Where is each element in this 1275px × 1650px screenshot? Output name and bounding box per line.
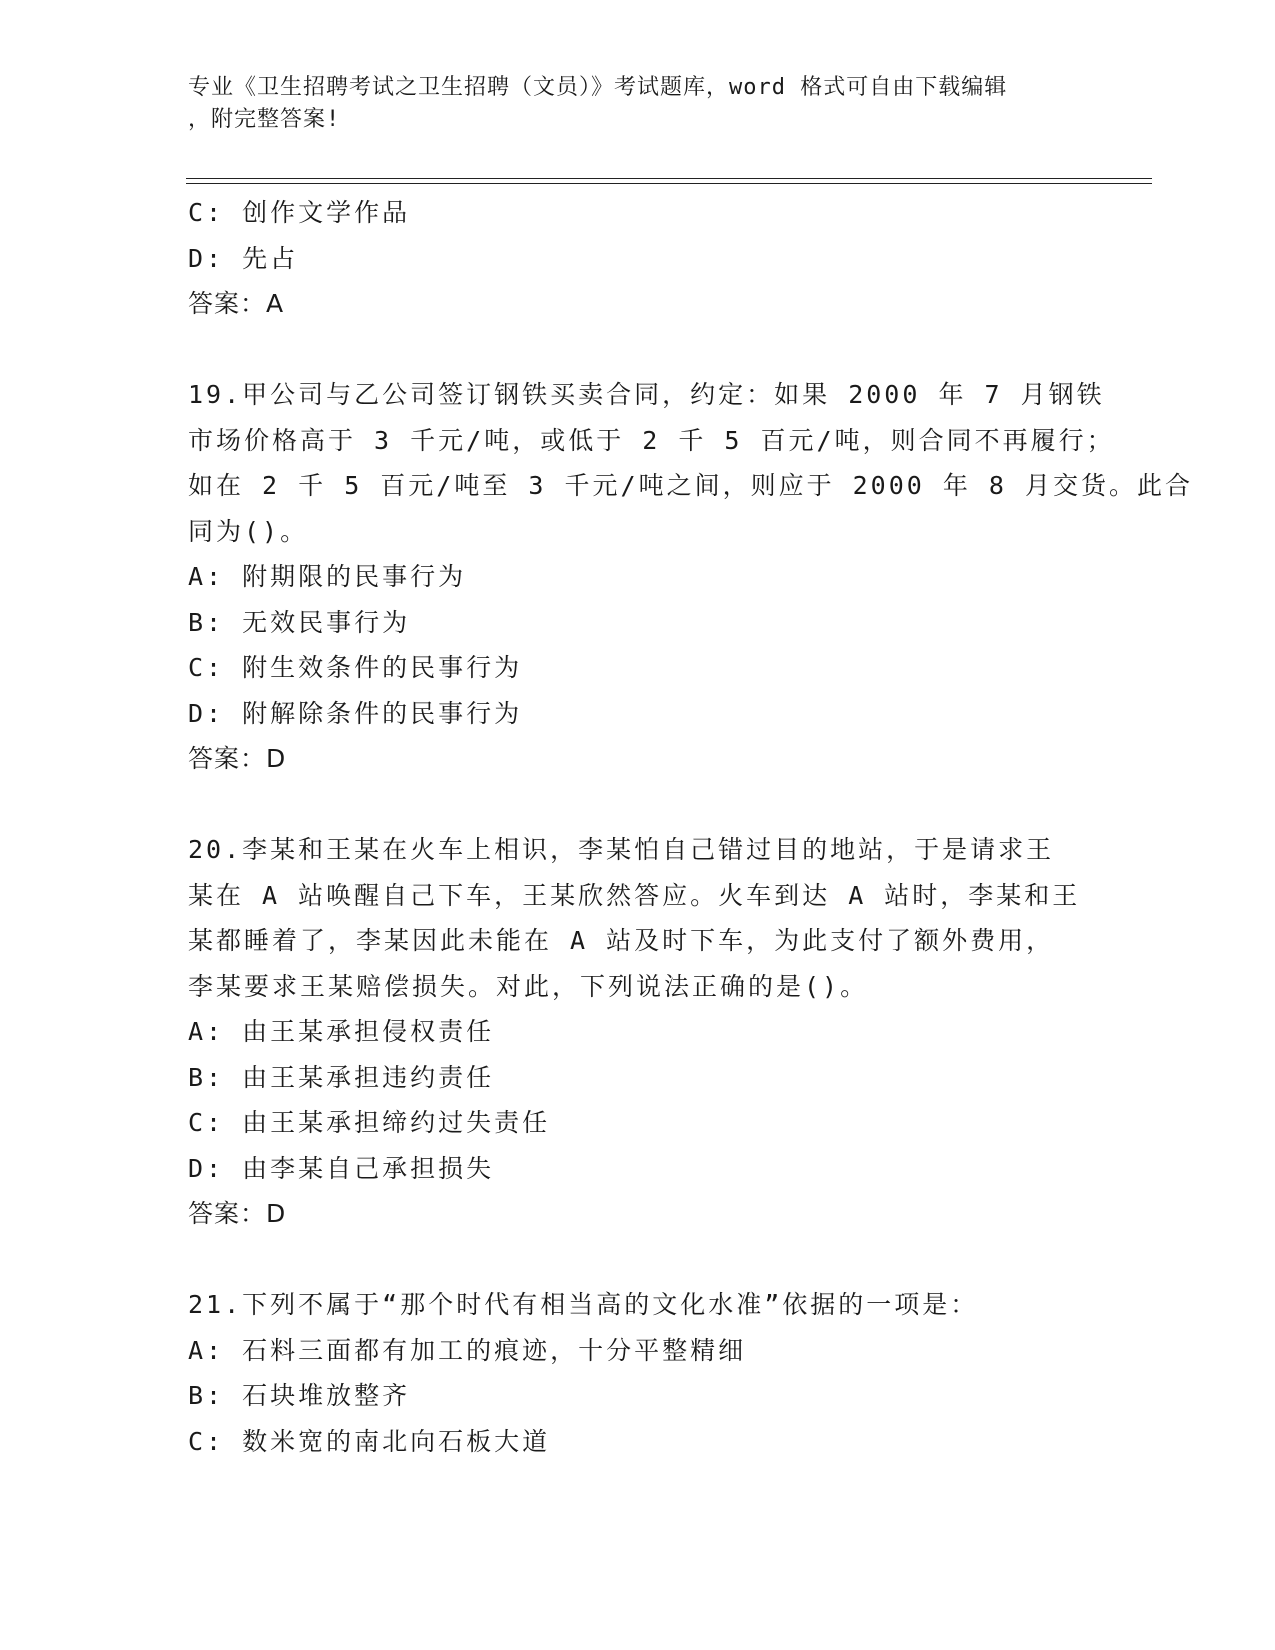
option-d: D: 附解除条件的民事行为 — [188, 698, 523, 728]
spacer — [188, 327, 1088, 373]
option-a: A: 附期限的民事行为 — [188, 562, 467, 591]
previous-question-tail — [188, 190, 1088, 327]
header-rule-bottom — [186, 183, 1152, 184]
spacer — [188, 1237, 1088, 1283]
document-header — [188, 72, 1068, 136]
question-text-line: 同为()。 — [188, 516, 309, 546]
question-content — [188, 190, 1194, 1464]
header-line-2: ，附完整答案! — [188, 107, 341, 132]
question-text-line: 21.下列不属于“那个时代有相当高的文化水准”依据的一项是： — [188, 1290, 979, 1319]
option-d: D: 由李某自己承担损失 — [188, 1153, 495, 1183]
answer: 答案：D — [188, 1199, 287, 1228]
question-text-line: 19.甲公司与乙公司签订钢铁买卖合同，约定：如果 2000 年 7 月钢铁 — [188, 380, 1105, 409]
answer: 答案：A — [188, 289, 285, 318]
option-b: B: 由王某承担违约责任 — [188, 1062, 495, 1092]
header-line-1: 专业《卫生招聘考试之卫生招聘（文员）》考试题库，word 格式可自由下载编辑 — [188, 75, 1008, 100]
spacer — [188, 782, 1088, 828]
question-text-line: 20.李某和王某在火车上相识，李某怕自己错过目的地站，于是请求王 — [188, 835, 1055, 864]
option-b: B: 石块堆放整齐 — [188, 1381, 411, 1410]
option-c: C: 数米宽的南北向石板大道 — [188, 1426, 551, 1456]
question-text-line: 某在 A 站唤醒自己下车，王某欣然答应。火车到达 A 站时，李某和王 — [188, 880, 1081, 910]
option-c: C: 创作文学作品 — [188, 198, 411, 227]
option-b: B: 无效民事行为 — [188, 607, 411, 637]
question-19 — [188, 372, 1194, 782]
header-rule-top — [186, 178, 1152, 179]
question-text-line: 某都睡着了，李某因此未能在 A 站及时下车，为此支付了额外费用， — [188, 926, 1055, 955]
option-d: D: 先占 — [188, 243, 299, 273]
question-text-line: 如在 2 千 5 百元/吨至 3 千元/吨之间，则应于 2000 年 8 月交货。此合 — [188, 471, 1194, 500]
option-c: C: 由王某承担缔约过失责任 — [188, 1108, 551, 1137]
answer: 答案：D — [188, 744, 287, 773]
question-text-line: 李某要求王某赔偿损失。对此，下列说法正确的是()。 — [188, 971, 869, 1001]
option-a: A: 由王某承担侵权责任 — [188, 1017, 495, 1046]
question-20 — [188, 827, 1088, 1237]
option-a: A: 石料三面都有加工的痕迹，十分平整精细 — [188, 1335, 747, 1365]
option-c: C: 附生效条件的民事行为 — [188, 653, 523, 682]
question-text-line: 市场价格高于 3 千元/吨，或低于 2 千 5 百元/吨，则合同不再履行； — [188, 425, 1115, 455]
question-21 — [188, 1282, 1088, 1464]
